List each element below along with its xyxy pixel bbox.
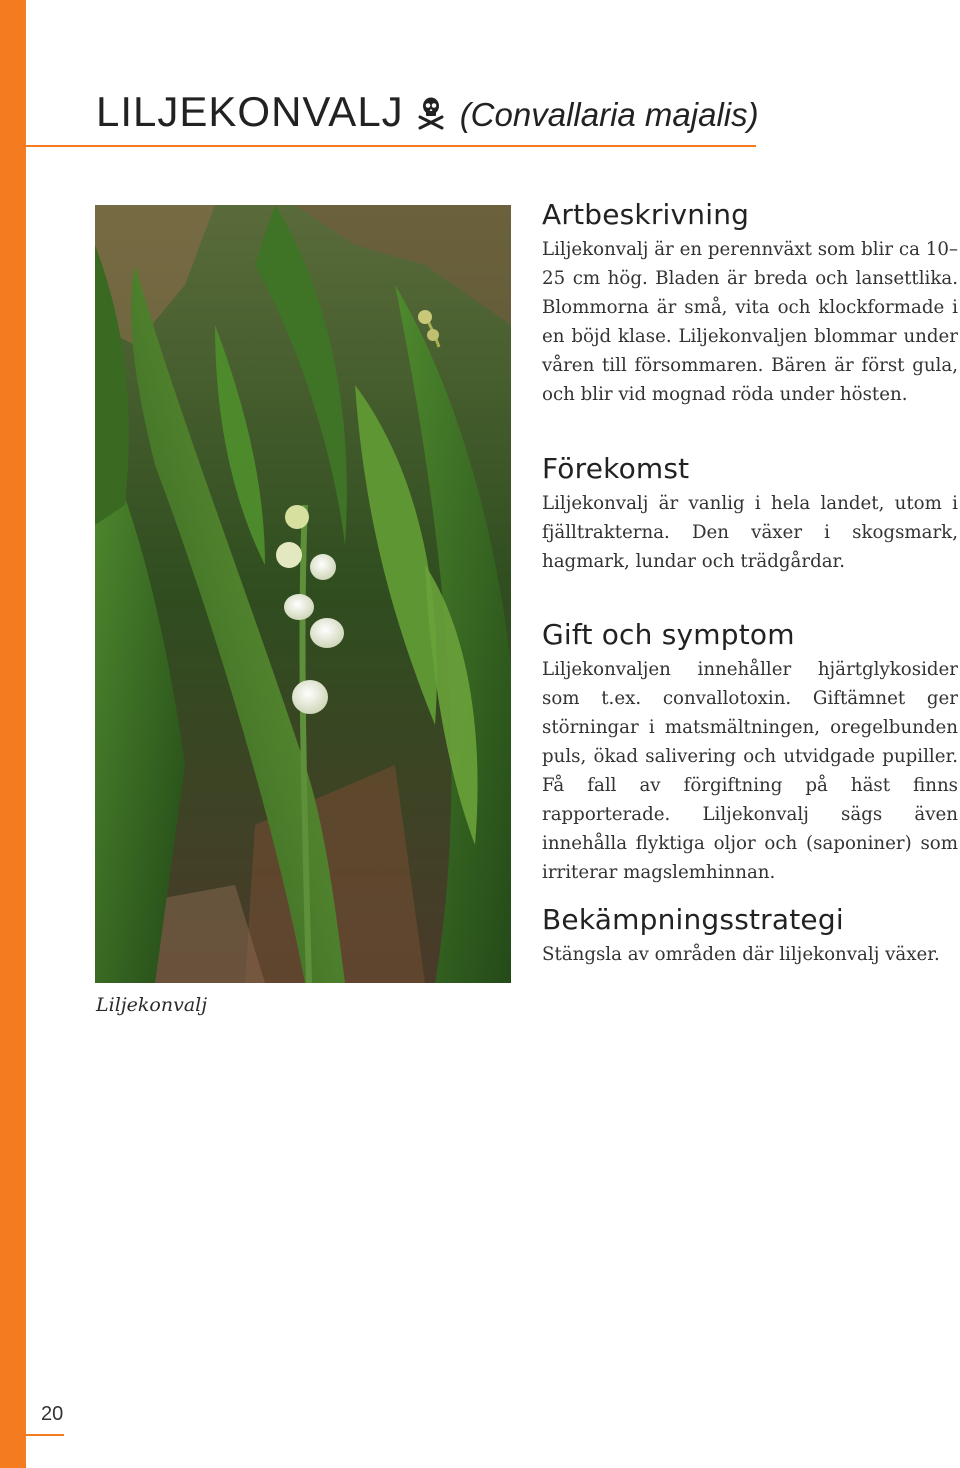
section-body: Liljekonvalj är en perennväxt som blir ca 10–25 cm hög. Bladen är breda och lansettlika. Blommorna är små, vita och klockformade i en böjd klase. Liljekonvaljen blommar under våren till försommaren. Bären är först gula, och blir vid mognad röda under hösten. [542,239,958,405]
title-scientific-name: (Convallaria majalis) [459,96,759,133]
section-heading: Artbeskrivning [542,198,750,231]
section-body: Stängsla av områden där liljekonvalj växer. [542,944,940,965]
skull-and-crossbones-icon [416,96,446,130]
section-poison [542,618,958,887]
section-occurrence [542,452,958,576]
title-common-name: LILJEKONVALJ [96,88,404,135]
section-heading: Bekämpningsstrategi [542,903,844,936]
section-control [542,903,958,969]
page-title [96,88,776,144]
section-description [542,198,958,409]
title-underline [26,145,756,147]
orange-side-bar [0,0,26,1468]
section-body: Liljekonvaljen innehåller hjärtglykosider som t.ex. convallotoxin. Giftämnet ger störningar i matsmältningen, oregelbunden puls, ökad salivering och utvidgade pupiller. Få fall av förgiftning på häst finns rapporterade. Liljekonvalj sägs även innehålla flyktiga oljor och (saponiner) som irriterar magslemhinnan. [542,659,958,883]
photo-caption: Liljekonvalj [96,994,208,1016]
section-body: Liljekonvalj är vanlig i hela landet, utom i fjälltrakterna. Den växer i skogsmark, hagmark, lundar och trädgårdar. [542,493,958,572]
section-heading: Gift och symptom [542,618,795,651]
section-heading: Förekomst [542,452,690,485]
page-number: 20 [41,1403,64,1425]
page-number-underline [26,1434,64,1436]
lily-of-the-valley-photo [95,205,511,983]
